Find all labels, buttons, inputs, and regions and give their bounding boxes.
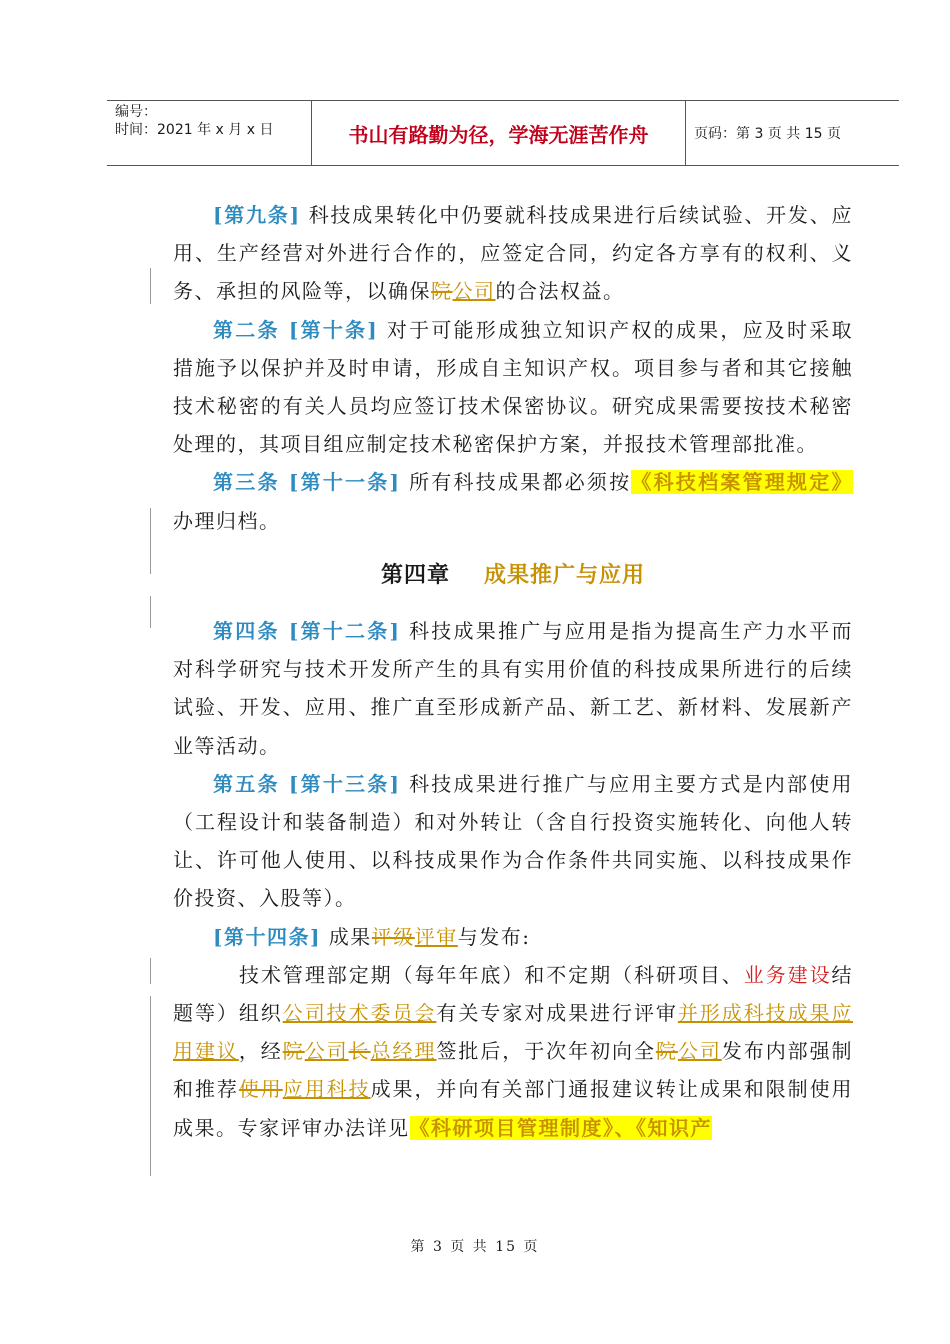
paragraph-text: 有关专家对成果进行评审 [436,1001,678,1026]
paragraph-text: 结题等）组织 [173,962,854,1026]
page-header [107,100,899,166]
highlighted-reference: 《科研项目管理制度》、《知识产 [409,1115,712,1140]
paragraph-text: 科技成果转化中仍要就科技成果进行后续试验、开发、应用、生产经营对外进行合作的，应签定合同，约定各方享有的权利、义务、承担的风险等，以确保 [173,203,853,304]
header-meta [107,101,312,165]
article-paragraph [173,956,853,1147]
inserted-text: 应用科技 [282,1077,371,1102]
deleted-text: 院 [431,279,453,304]
deleted-text: 院 [655,1039,678,1064]
date-label: 时间：2021 年 x 月 x 日 [115,122,274,138]
inserted-text: 公司 [452,279,496,304]
inserted-text: 总经理 [370,1039,437,1064]
article-paragraph [173,765,853,918]
code-label: 编号： [115,104,157,120]
article-number: [第十四条] [213,924,321,949]
chapter-number: 第四章 [380,561,450,588]
inserted-text: 评审 [414,924,458,949]
paragraph-text: ，经 [238,1039,283,1064]
paragraph-text: 科技成果进行推广与应用主要方式是内部使用（工程设计和装备制造）和对外转让（含自行投资实施转化、向他人转让、许可他人使用、以科技成果作为合作条件共同实施、以科技成果作价投资、入股等）。 [173,771,853,911]
paragraph-text: 成果，并向有关部门通报建议转让成果和限制使用成果。专家评审办法详见 [173,1077,854,1140]
inserted-text: 公司 [304,1039,349,1064]
article-paragraph [173,196,853,311]
deleted-text: 院 [282,1039,305,1064]
article-number: 第三条 [第十一条] [213,470,401,495]
paragraph-text: 办理归档。 [173,508,281,533]
inserted-text: 并形成科技成果应用建议 [173,1001,854,1064]
article-number: 第五条 [第十三条] [213,771,401,796]
inserted-text: 公司 [677,1039,722,1064]
paragraph-text: 所有科技成果都必须按 [400,470,632,495]
article-number: [第九条] [213,203,301,227]
change-bar [150,596,151,628]
highlighted-reference: 《科技档案管理规定》 [631,470,854,495]
paragraph-text: 发布内部强制和推荐 [173,1039,854,1102]
article-paragraph [173,918,853,956]
document-body [173,196,853,1147]
article-paragraph [173,463,853,539]
paragraph-text: 对于可能形成独立知识产权的成果，应及时采取措施予以保护并及时申请，形成自主知识产权。项目参与者和其它接触技术秘密的有关人员均应签订技术保密协议。研究成果需要按技术秘密处理的，其项目组应制定技术秘密保护方案，并报技术管理部批准。 [173,317,854,457]
deleted-text: 使用 [238,1077,283,1102]
chapter-title: 成果推广与应用 [484,561,646,588]
paragraph-text: 的合法权益。 [495,279,625,304]
header-page-info: 页码：第 3 页 共 15 页 [694,126,841,142]
change-bar [150,508,151,574]
article-paragraph [173,311,853,464]
red-text: 业务建设 [743,962,832,987]
change-bar [150,268,151,304]
paragraph-text: 与发布: [457,924,531,949]
article-paragraph [173,612,853,765]
paragraph-text: 科技成果推广与应用是指为提高生产力水平而对科学研究与技术开发所产生的具有实用价值的科技成果所进行的后续试验、开发、应用、推广直至形成新产品、新工艺、新材料、发展新产业等活动。 [173,619,853,758]
article-number: 第二条 [第十条] [213,317,379,342]
header-motto: 书山有路勤为径，学海无涯苦作舟 [312,101,686,165]
article-number: 第四条 [第十二条] [213,619,401,644]
change-bar [150,996,151,1176]
inserted-text: 公司技术委员会 [282,1001,437,1026]
paragraph-text: 签批后，于次年初向全 [436,1039,656,1064]
page-footer: 第 3 页 共 15 页 [410,1239,540,1255]
paragraph-text: 成果 [320,924,372,949]
deleted-text: 评级 [371,924,415,949]
chapter-heading [173,556,853,594]
change-bar [150,958,151,984]
deleted-text: 长 [348,1039,371,1064]
paragraph-text: 技术管理部定期（每年年底）和不定期（科研项目、 [239,962,744,987]
